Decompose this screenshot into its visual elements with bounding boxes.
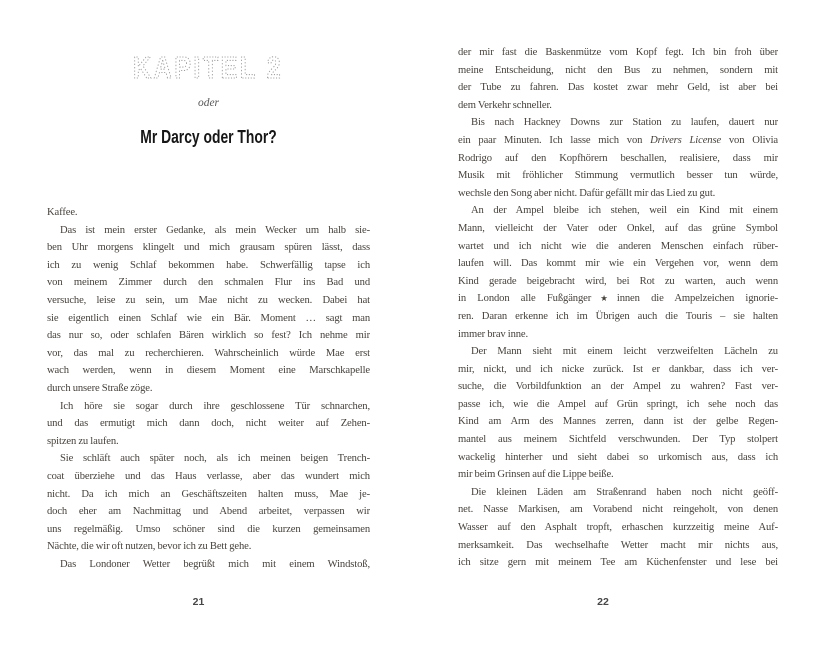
text-line — [47, 345, 370, 363]
text-segment: Mann, vielleicht der Vater oder Onkel, auf das grüne Symbol — [458, 222, 778, 234]
text-line — [47, 468, 370, 486]
text-segment: coat überziehe und das Haus verlasse, aber das wundert mich — [47, 470, 370, 482]
text-segment: Kaffee. — [47, 207, 78, 218]
text-line — [458, 185, 778, 203]
text-segment: innen die Ampelzeichen ignorie- — [616, 293, 778, 305]
page-number-right: 22 — [597, 596, 609, 608]
text-segment: merksamkeit. Das wechselhafte Wetter macht mir nichts aus, — [458, 539, 778, 551]
text-segment: suche, die Vorbildfunktion an der Ampel zu wahren? Fast ver- — [458, 381, 778, 393]
text-segment: und das ermutigt mich dann doch, nicht weiter auf Zehen- — [47, 418, 370, 430]
text-segment: Kind am Arm des Mannes zerren, dann ist der gelbe Regen- — [458, 416, 778, 428]
text-line — [458, 220, 778, 238]
text-segment: in London alle Fußgänger — [458, 293, 592, 305]
text-line — [458, 62, 778, 80]
text-line — [458, 290, 778, 308]
text-line — [458, 431, 778, 449]
text-line — [458, 167, 778, 185]
text-line — [47, 327, 370, 345]
text-line — [47, 521, 370, 539]
text-segment: wartet und ich nicht wie die anderen Menschen einfach rüber- — [458, 240, 778, 252]
text-line — [458, 519, 778, 537]
text-line — [458, 114, 778, 132]
text-segment: mantel aus meinem Sichtfeld verschwunden. Der Typ stolpert — [458, 434, 778, 446]
text-line — [458, 150, 778, 168]
paragraph — [47, 450, 370, 556]
text-segment: laufen will. Das kommt mir wie ein Vergehen vor, wenn dem — [458, 258, 778, 270]
text-segment: mir beim Grinsen auf die Lippe beiße. — [458, 469, 614, 481]
text-line — [458, 396, 778, 414]
text-segment: uns regelmäßig. Umso schöner sind die kurzen gemeinsamen — [47, 523, 370, 535]
text-line — [47, 433, 370, 451]
text-segment: doch eher am Nachmittag und Abend arbeitet, verpassen wir — [47, 506, 370, 518]
text-line — [458, 273, 778, 291]
text-segment: wach werden, wenn in diesem Moment eine Marschkapelle — [47, 365, 370, 377]
text-segment: der mir fast die Baskenmütze vom Kopf fegt. Ich bin froh über — [458, 47, 778, 58]
text-line — [47, 292, 370, 310]
text-segment: Der Mann sieht mit einem leicht verzweifelten Lächeln zu — [471, 346, 778, 358]
text-line — [47, 415, 370, 433]
page-number-left: 21 — [192, 596, 205, 608]
text-segment: Kind gerade beigebracht wird, bei Rot zu warten, auch wenn — [458, 275, 778, 287]
text-segment: Das ist mein erster Gedanke, als mein Wecker um halb sie- — [60, 224, 370, 236]
text-line — [458, 449, 778, 467]
text-line — [458, 255, 778, 273]
page-right — [458, 0, 778, 648]
text-segment: immer brav inne. — [458, 328, 529, 340]
text-line — [458, 361, 778, 379]
text-line — [47, 398, 370, 416]
text-line — [458, 484, 778, 502]
text-segment: Rodrigo auf den Kopfhörern beschallen, realisiere, dass mir — [458, 152, 778, 164]
text-segment: Musik mit fröhlicher Stimmung vermutlich besser tun würde, — [458, 170, 778, 182]
text-line — [458, 466, 778, 484]
text-line — [47, 486, 370, 504]
text-segment: Nächte, die wir oft nutzen, bevor ich zu Bett gehe. — [47, 541, 252, 553]
text-segment: sie eigentlich einen Schlaf wie ein Bär. Moment … sagt man — [47, 312, 370, 324]
page-right-body — [458, 44, 778, 572]
paragraph — [458, 202, 778, 343]
text-segment: Bis nach Hackney Downs zur Station zu laufen, dauert nur — [471, 117, 778, 129]
text-segment: durch unsere Straße zöge. — [47, 382, 153, 394]
text-segment: ren. Daran erkenne ich im Übrigen auch die Touris – sie halten — [458, 310, 778, 322]
paragraph — [47, 222, 370, 398]
chapter-subtitle: oder — [197, 97, 220, 109]
text-line — [47, 239, 370, 257]
text-segment: von Olivia — [721, 134, 778, 146]
text-line — [458, 537, 778, 555]
text-segment: Sie schläft auch später noch, als ich meinen beigen Trench- — [60, 453, 370, 465]
page-left — [47, 0, 370, 648]
gender-star: ★ — [591, 293, 617, 304]
text-segment: nicht. Da ich mich an Geschäftszeiten halten muss, Mae je- — [47, 488, 370, 500]
text-line — [458, 44, 778, 62]
text-line — [47, 450, 370, 468]
italic-text: Drivers License — [650, 134, 722, 146]
text-segment: das nur so, oder schlafen Bären wirklich so fest? Ich nehme mir — [47, 330, 370, 342]
text-segment: vor, das mal zu recherchieren. Wahrscheinlich würde Mae erst — [47, 347, 370, 359]
text-line — [458, 132, 778, 150]
text-segment: Die kleinen Läden am Straßenrand haben noch nicht geöff- — [471, 486, 778, 498]
text-line — [47, 204, 370, 222]
text-segment: dem Verkehr schneller. — [458, 99, 552, 111]
text-segment: versuche, leise zu sein, um Mae nicht zu wecken. Dabei hat — [47, 294, 370, 306]
text-line — [458, 343, 778, 361]
text-line — [47, 310, 370, 328]
paragraph — [458, 44, 778, 114]
chapter-heading-art — [47, 50, 370, 86]
text-segment: meine Entscheidung, nicht den Bus zu nehmen, sondern mit — [458, 64, 778, 76]
chapter-heading: KAPITEL 2 — [133, 50, 283, 85]
text-segment: spitzen zu laufen. — [47, 435, 119, 447]
text-segment: ich sitze gern mit meinem Tee am Küchenfenster und lese bei — [458, 557, 778, 569]
text-line — [458, 378, 778, 396]
paragraph — [458, 343, 778, 484]
text-line — [458, 202, 778, 220]
text-line — [47, 222, 370, 240]
text-line — [458, 97, 778, 115]
text-line — [458, 79, 778, 97]
text-line — [458, 326, 778, 344]
text-segment: passe ich, wie die Ampel auf Grün springt, ich sehe noch das — [458, 398, 778, 410]
text-line — [458, 238, 778, 256]
text-line — [458, 308, 778, 326]
text-segment: ben Uhr morgens klingelt und mich grausam spüren lässt, dass — [47, 242, 370, 254]
text-segment: mir, nickt, und ich nicke zurück. Ist er dankbar, dass ich ver- — [458, 363, 778, 375]
text-segment: An der Ampel bleibe ich stehen, weil ein Kind mit einem — [471, 205, 778, 217]
text-line — [458, 554, 778, 572]
text-segment: wechsle den Song aber nicht. Dafür gefällt mir das Lied zu gut. — [458, 187, 716, 199]
text-line — [47, 274, 370, 292]
text-line — [458, 413, 778, 431]
text-line — [47, 538, 370, 556]
text-segment: ein paar Minuten. Ich lasse mich von — [458, 134, 651, 146]
paragraph — [458, 484, 778, 572]
paragraph — [47, 398, 370, 451]
text-line — [47, 362, 370, 380]
text-segment: Wasser auf den Asphalt tropft, erhaschen kurzzeitig meine Auf- — [458, 522, 778, 534]
text-segment: Ich höre sie sogar durch ihre geschlossene Tür schnarchen, — [60, 400, 370, 412]
text-segment: der Tube zu fahren. Das kostet zwar mehr Geld, ist aber bei — [458, 82, 778, 94]
text-line — [47, 257, 370, 275]
text-line — [458, 501, 778, 519]
paragraph — [47, 556, 370, 574]
text-segment: von meinem Zimmer durch den schmalen Flur ins Bad und — [47, 277, 370, 289]
chapter-title: Mr Darcy oder Thor? — [140, 126, 277, 147]
text-line — [47, 380, 370, 398]
text-segment: net. Nasse Markisen, am Vorabend nicht reingeholt, von denen — [458, 504, 778, 516]
text-line — [47, 503, 370, 521]
paragraph — [47, 204, 370, 222]
text-segment: ich zu wenig Schlaf bekommen habe. Schwerfällig tapse ich — [47, 259, 370, 271]
text-segment: Das Londoner Wetter begrüßt mich mit einem Windstoß, — [60, 558, 370, 570]
paragraph — [458, 114, 778, 202]
page-left-body — [47, 204, 370, 573]
text-line — [47, 556, 370, 574]
text-segment: wackelig hinterher und sieht dabei so urkomisch aus, dass ich — [458, 451, 778, 463]
